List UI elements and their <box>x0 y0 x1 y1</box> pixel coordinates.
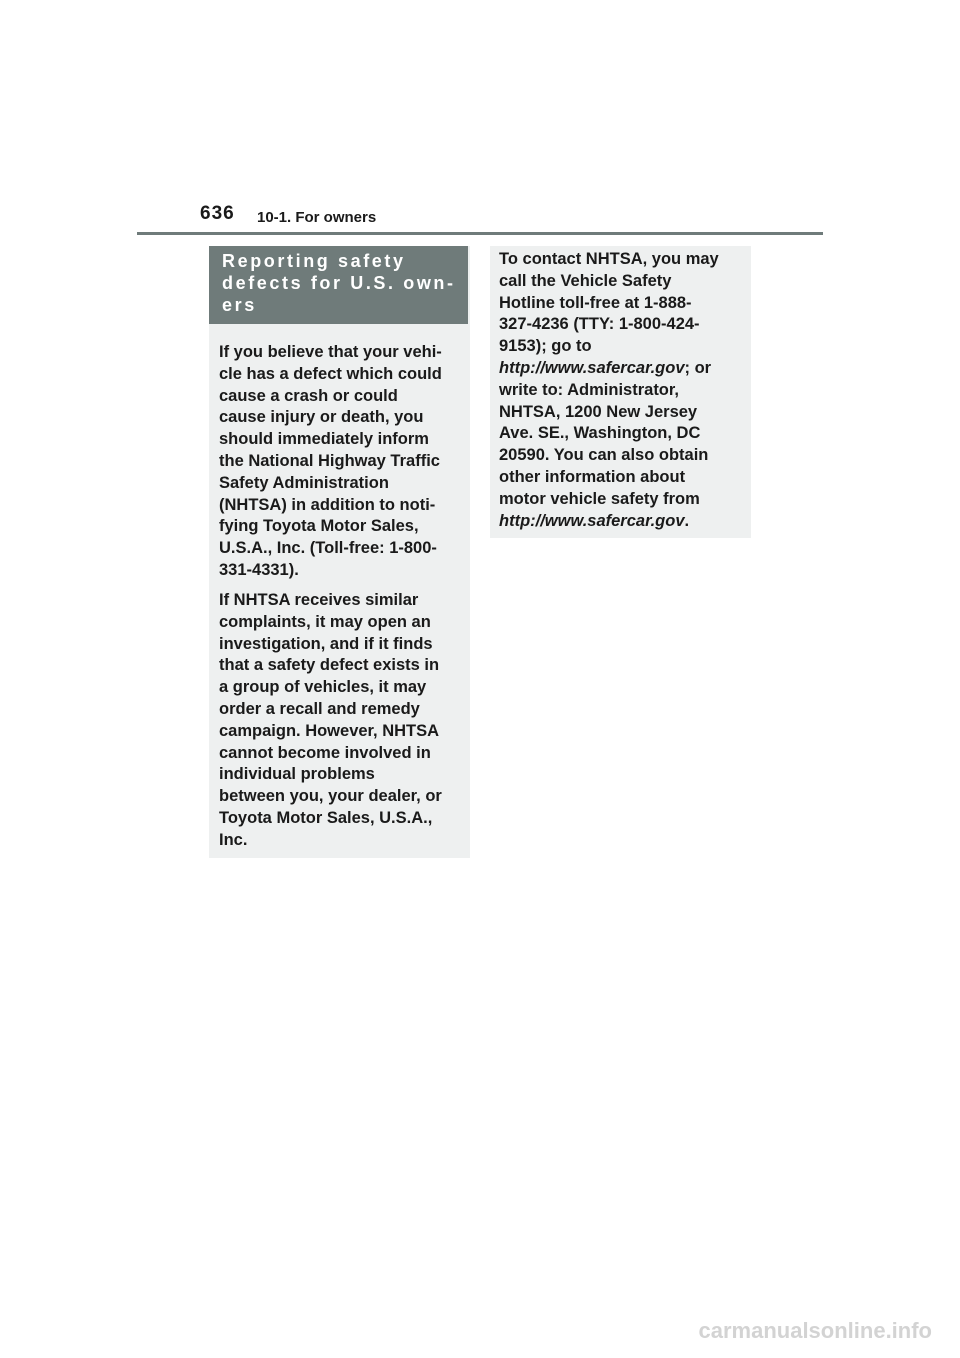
heading-line: ers <box>222 295 257 315</box>
text-line: If NHTSA receives similar <box>219 591 419 609</box>
text-line: 20590. You can also obtain <box>499 446 709 465</box>
paragraph-contact-nhtsa <box>499 249 744 532</box>
text-line: campaign. However, NHTSA <box>219 721 440 740</box>
text-line: NHTSA, 1200 New Jersey <box>499 402 698 421</box>
text-line: fying Toyota Motor Sales, <box>219 517 419 536</box>
heading-line: Reporting safety <box>222 251 406 271</box>
paragraph-report-defect <box>219 342 464 582</box>
text-fragment: ; or <box>684 358 712 377</box>
safercar-link[interactable]: http://www.safercar.gov <box>499 358 685 377</box>
section-label: 10-1. For owners <box>257 209 377 226</box>
text-line: complaints, it may open an <box>219 612 431 631</box>
text-line: individual problems <box>219 765 375 784</box>
text-line: motor vehicle safety from <box>499 489 700 508</box>
text-line: If you believe that your vehi- <box>219 343 442 361</box>
text-line: that a safety defect exists in <box>219 656 440 675</box>
text-line: Safety Administration <box>219 473 389 492</box>
text-line: order a recall and remedy <box>219 699 420 718</box>
safercar-link[interactable]: http://www.safercar.gov <box>499 511 685 530</box>
text-line: 327-4236 (TTY: 1-800-424- <box>499 315 700 334</box>
text-line: 9153); go to <box>499 337 592 356</box>
text-line: Toyota Motor Sales, U.S.A., <box>219 808 433 827</box>
header-rule <box>137 232 823 235</box>
text-line: 331-4331). <box>219 560 299 579</box>
text-fragment: . <box>684 511 690 530</box>
text-line: the National Highway Traffic <box>219 451 440 470</box>
heading-line: defects for U.S. own- <box>222 273 456 293</box>
text-line: Ave. SE., Washington, DC <box>499 424 701 443</box>
text-line: cannot become involved in <box>219 743 431 762</box>
text-line: investigation, and if it finds <box>219 634 433 653</box>
text-line: call the Vehicle Safety <box>499 271 672 290</box>
text-line: other information about <box>499 467 686 486</box>
text-line: Hotline toll-free at 1-888- <box>499 293 692 312</box>
text-line: cle has a defect which could <box>219 364 442 383</box>
text-line: cause injury or death, you <box>219 408 424 427</box>
text-line: Inc. <box>219 830 248 849</box>
paragraph-nhtsa-investigation <box>219 590 464 852</box>
text-line: cause a crash or could <box>219 386 398 405</box>
text-line: a group of vehicles, it may <box>219 678 427 697</box>
text-line: To contact NHTSA, you may <box>499 250 719 268</box>
section-heading <box>222 250 462 316</box>
text-line: should immediately inform <box>219 430 429 449</box>
section-heading-bar <box>209 246 468 324</box>
text-line: (NHTSA) in addition to noti- <box>219 495 436 514</box>
text-line: U.S.A., Inc. (Toll-free: 1-800- <box>219 539 437 558</box>
text-line: between you, your dealer, or <box>219 787 442 806</box>
watermark: carmanualsonline.info <box>698 1318 932 1343</box>
text-line: write to: Administrator, <box>499 380 679 399</box>
page-number: 636 <box>200 203 235 224</box>
